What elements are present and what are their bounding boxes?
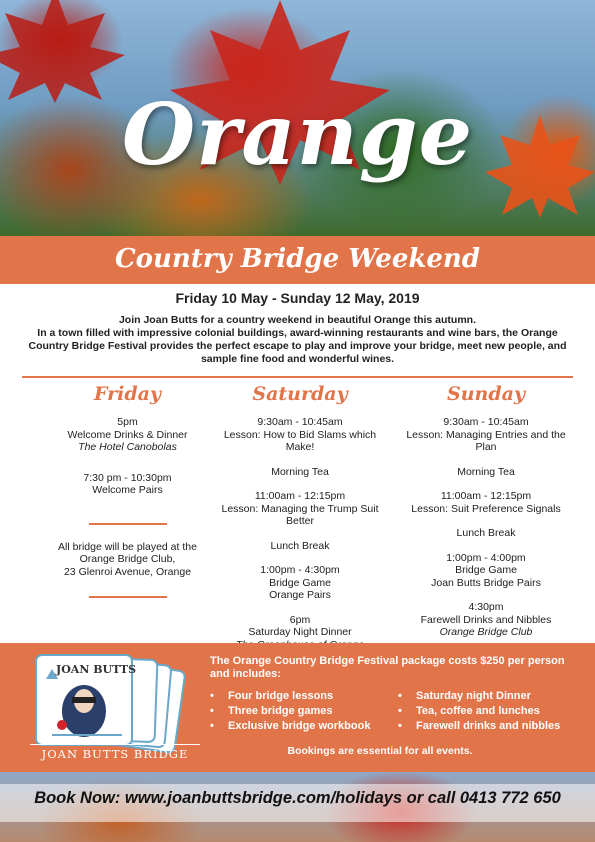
event-venue: Orange Bridge Club <box>439 626 533 638</box>
event-title: Lunch Break <box>270 539 330 552</box>
list-item: • Farewell drinks and nibbles <box>398 719 560 734</box>
event-time: 6pm <box>289 613 311 626</box>
intro-line: Join Joan Butts for a country weekend in beautiful Orange this autumn. <box>118 314 477 326</box>
schedule-event <box>396 527 576 540</box>
schedule-event <box>210 490 390 528</box>
day-heading: Friday <box>93 383 162 405</box>
page-title: Orange <box>121 85 474 184</box>
divider <box>89 523 167 525</box>
schedule-event <box>40 416 215 454</box>
event-title: Farewell Drinks and Nibbles <box>420 613 552 626</box>
book-now-text: Book Now: www.joanbuttsbridge.com/holidays or call 0413 772 650 <box>34 789 561 807</box>
event-title: Welcome Pairs <box>92 484 163 496</box>
divider <box>89 596 167 598</box>
sunday-column <box>396 382 576 651</box>
event-time: 9:30am - 10:45am <box>443 416 529 428</box>
includes-list <box>210 689 370 734</box>
list-item: • Four bridge lessons <box>210 689 370 704</box>
schedule-event <box>396 466 576 479</box>
event-title: Lesson: Suit Preference Signals <box>411 502 561 515</box>
event-time: 5pm <box>117 416 138 428</box>
event-title: Morning Tea <box>457 465 515 478</box>
venue-note: All bridge will be played at the Orange Bridge Club, 23 Glenroi Avenue, Orange <box>58 540 197 578</box>
friday-column <box>40 382 215 614</box>
event-dates: Friday 10 May - Sunday 12 May, 2019 <box>175 290 420 306</box>
event-title: Lesson: Managing the Trump Suit Better <box>221 502 379 527</box>
hero-image <box>0 0 595 236</box>
list-item: • Three bridge games <box>210 704 370 719</box>
event-time: 4:30pm <box>468 601 504 613</box>
intro-line: In a town filled with impressive colonial buildings, award-winning restaurants and wine bars, the Orange Country Bridge Festival provides the perfect escape to play and improve your bridge, meet new people, and sample fine food and wonderful wines. <box>28 327 567 365</box>
schedule-event <box>40 472 215 497</box>
event-title: Lesson: How to Bid Slams which Make! <box>223 428 377 453</box>
schedule-event <box>396 490 576 515</box>
event-title: Morning Tea <box>271 465 329 478</box>
event-title: Bridge Game <box>269 576 331 589</box>
event-title: Lesson: Managing Entries and the Plan <box>406 428 566 453</box>
day-heading: Sunday <box>447 383 525 405</box>
package-footer <box>0 643 595 772</box>
intro-text <box>18 314 577 366</box>
svg-text:JOAN BUTTS: JOAN BUTTS <box>56 663 137 676</box>
event-time: 1:00pm - 4:30pm <box>260 564 340 576</box>
bottom-banner <box>0 772 595 842</box>
list-item: • Exclusive bridge workbook <box>210 719 370 734</box>
event-time: 7:30 pm - 10:30pm <box>83 471 172 484</box>
event-time: 1:00pm - 4:00pm <box>446 551 526 564</box>
divider <box>22 376 573 378</box>
subtitle: Country Bridge Weekend <box>114 244 480 274</box>
schedule-event <box>210 564 390 602</box>
event-extra: Joan Butts Bridge Pairs <box>431 576 541 589</box>
bookings-note: Bookings are essential for all events. <box>287 745 473 757</box>
saturday-column <box>210 382 390 663</box>
schedule-event <box>396 416 576 454</box>
includes-list <box>398 689 560 734</box>
day-heading: Saturday <box>252 383 348 405</box>
event-venue: The Hotel Canobolas <box>78 441 177 453</box>
list-item: • Saturday night Dinner <box>398 689 560 704</box>
subtitle-band <box>0 236 595 284</box>
event-time: 9:30am - 10:45am <box>257 416 343 428</box>
schedule-event <box>396 552 576 590</box>
event-extra: Orange Pairs <box>269 589 331 601</box>
schedule-event <box>210 540 390 553</box>
event-time: 11:00am - 12:15pm <box>440 490 532 502</box>
list-item: • Tea, coffee and lunches <box>398 704 560 719</box>
schedule-event <box>396 601 576 639</box>
event-title: Saturday Night Dinner <box>248 626 352 638</box>
logo-text: JOAN BUTTS BRIDGE <box>30 744 200 761</box>
event-title: Welcome Drinks & Dinner <box>67 428 188 441</box>
event-title: Bridge Game <box>455 564 517 576</box>
schedule-event <box>210 416 390 454</box>
schedule-event <box>210 466 390 479</box>
event-title: Lunch Break <box>456 527 516 539</box>
event-time: 11:00am - 12:15pm <box>254 490 346 502</box>
package-description: The Orange Country Bridge Festival package costs $250 per person and includes: <box>210 655 565 680</box>
